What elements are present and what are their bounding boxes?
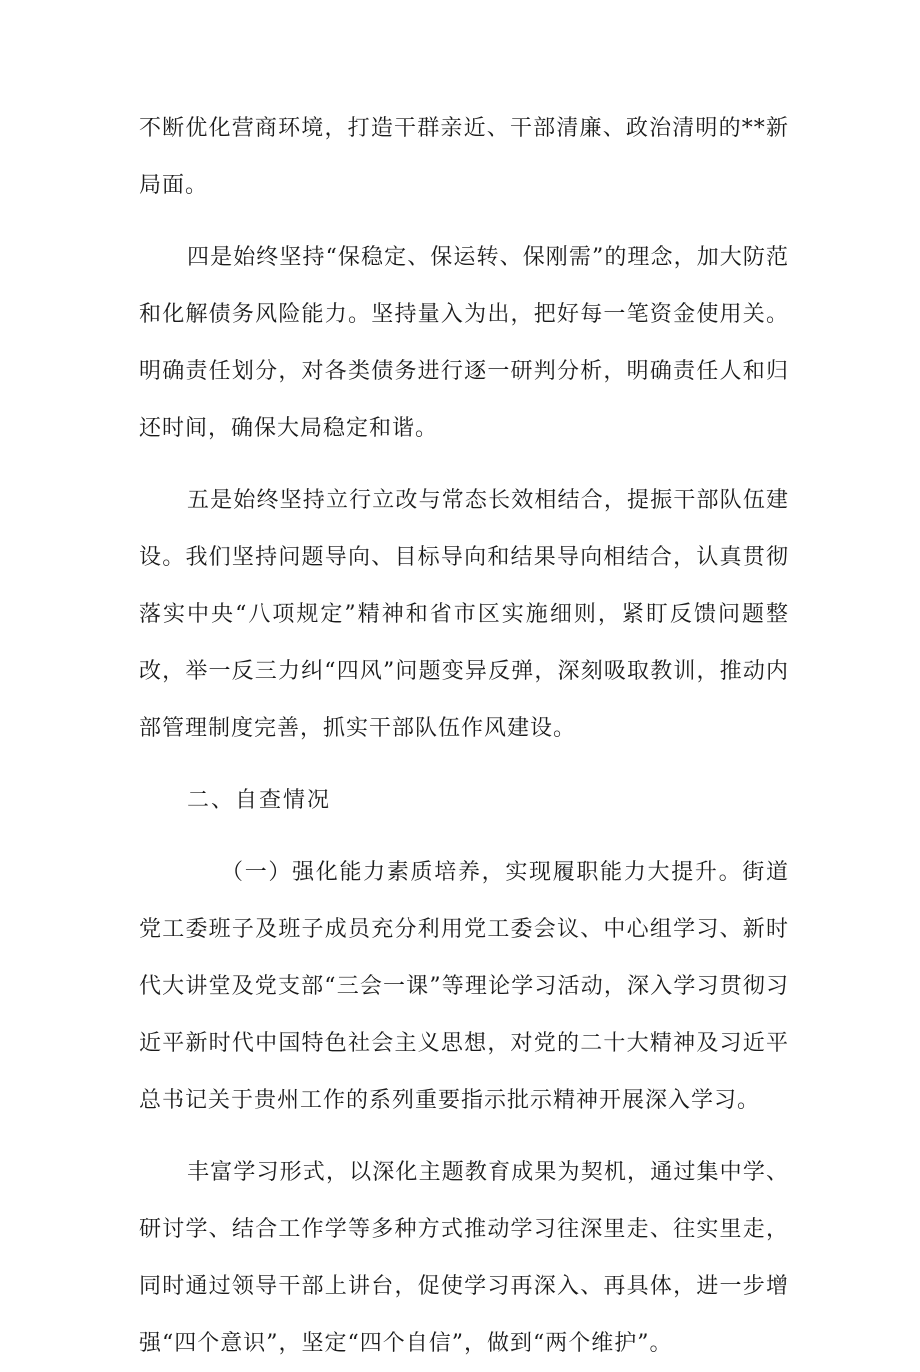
paragraph-debt-risk: 四是始终坚持“保稳定、保运转、保刚需”的理念，加大防范和化解债务风险能力。坚持量入为出，把好每一笔资金使用关。明确责任划分，对各类债务进行逐一研判分析，明确责任人和归还时间，确保大局稳定和谐。	[139, 245, 789, 441]
paragraph-cadre-team: 五是始终坚持立行立改与常态长效相结合，提振干部队伍建设。我们坚持问题导向、目标导向和结果导向相结合，认真贯彻落实中央“八项规定”精神和省市区实施细则，紧盯反馈问题整改，举一反三力纠“四风”问题变异反弹，深刻吸取教训，推动内部管理制度完善，抓实干部队伍作风建设。	[139, 488, 789, 741]
section-heading-self-inspection: 二、自查情况	[187, 788, 332, 813]
document-page	[139, 100, 789, 1372]
paragraph-business-environment: 不断优化营商环境，打造干群亲近、干部清廉、政治清明的**新局面。	[139, 116, 789, 198]
paragraph-learning-forms: 丰富学习形式，以深化主题教育成果为契机，通过集中学、研讨学、结合工作学等多种方式推动学习往深里走、往实里走，同时通过领导干部上讲台，促使学习再深入、再具体，进一步增强“四个意识”，坚定“四个自信”，做到“两个维护”。	[139, 1160, 789, 1356]
paragraph-capacity-training: （一）强化能力素质培养，实现履职能力大提升。街道党工委班子及班子成员充分利用党工委会议、中心组学习、新时代大讲堂及党支部“三会一课”等理论学习活动，深入学习贯彻习近平新时代中国特色社会主义思想，对党的二十大精神及习近平总书记关于贵州工作的系列重要指示批示精神开展深入学习。	[139, 860, 789, 1113]
